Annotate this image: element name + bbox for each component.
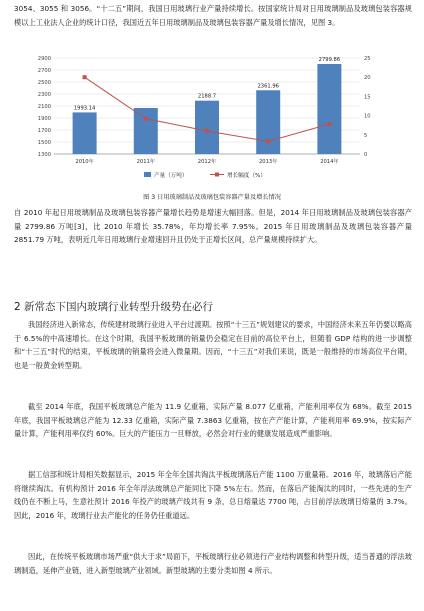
y-left-tick-label: 2100 — [37, 104, 51, 110]
y-left-tick-label: 1700 — [37, 128, 51, 134]
y-left-tick-label: 1900 — [37, 116, 51, 122]
y-right-tick-label: 15 — [364, 94, 371, 101]
growth-point — [266, 139, 270, 143]
y-right-tick-label: 5 — [364, 132, 368, 139]
intro-paragraph: 3054、3055 和 3056。“十二五”期间，我国日用玻璃行业产量持续增长。按国家统计局对日用玻璃制品及玻璃包装容器规模以上工业法人企业的统计口径，我国近五年日用玻璃制品及玻璃包装容器产量及增长情况，见图 3。 — [14, 4, 412, 27]
y-left-tick-label: 2300 — [37, 92, 51, 98]
bar — [134, 108, 158, 154]
growth-point — [83, 75, 87, 79]
growth-point — [205, 129, 209, 133]
y-left-tick-label: 2900 — [37, 56, 51, 62]
paragraph-new-normal: 我国经济进入新常态，传统建材玻璃行业进入平台过渡期。按照“十三五”规划建议的要求，中国经济未来五年仍要以略高于 6.5%的中高速增长。在这个时期，我国平板玻璃的销量仍会稳定在目前的高位平台上，但随着 GDP 结构的进一步调整和“十三五”时代的结束，平板玻璃的销量将会进入微量期。因而，“十三五”对我们来说，既是一般维持的市场高位平台期，也是一般黄金转型期。 — [14, 320, 412, 370]
paragraph-transformation: 因此，在传统平板玻璃市场严重“供大于求”局面下，平板玻璃行业必须进行产业结构调整和转型升级，适当普通的浮法玻璃制造，延伸产业链，进入新型玻璃产业领域。新型玻璃的主要分类如图 4 所示。 — [14, 552, 412, 575]
bar — [195, 101, 219, 154]
section-heading: 2 新常态下国内玻璃行业转型升级势在必行 — [14, 301, 214, 313]
paragraph-elimination: 据工信部和统计局相关数据显示，2015 年全年全国共淘汰平板玻璃落后产能 1100 万重量箱。2016 年，玻璃落后产能将继续淘汰。有机构预计 2016 年全年浮法玻璃总产能同比下降 5%左右。然而，在落后产能淘汰的同时，一些先进的生产线仍在不断上马，生意社预计 2016 年投产的玻璃产线共有 9 条，总日熔量达 7700 吨，占目前浮法玻璃日熔量的 3.7%。因此，2016 年，玻璃行业去产能化的任务仍任重道远。 — [14, 470, 412, 520]
bar — [73, 112, 97, 154]
x-tick-label: 2014年 — [320, 159, 339, 165]
bar-data-label: 2361.96 — [257, 83, 279, 90]
y-left-tick-label: 1500 — [37, 140, 51, 146]
legend-bar-swatch — [144, 172, 151, 177]
y-right-tick-label: 20 — [364, 75, 371, 82]
legend-line-label: 增长幅度（%） — [227, 173, 266, 179]
paragraph-growth: 自 2010 年起日用玻璃制品及玻璃包装容器产量增长趋势是增速大幅回落。但是，2014 年日用玻璃制品及玻璃包装容器产量 2799.86 万吨[3]，比 2010 年增长 35.78%，年均增长率 7.95%。2015 年日用玻璃制品及玻璃包装容器产量 2851.79 万吨，表明近几年日用玻璃行业增速回升且仍处于正增长区间，总产量规模持续扩大。 — [14, 208, 412, 245]
y-left-tick-label: 1300 — [37, 152, 51, 158]
y-left-tick-label: 2500 — [37, 80, 51, 86]
paragraph-capacity: 截至 2014 年底，我国平板玻璃总产能为 11.9 亿重箱，实际产量 8.077 亿重箱，产能利用率仅为 68%。截至 2015 年底，我国平板玻璃总产能为 12.33 亿重箱，实际产量 7.3863 亿重箱，按在产产能计算，产能利用率 69.9%，按实际产量计算，产能利用率仅约 60%。巨大的产能压力一旦释放，必然会对行业的健康发展造成严重影响。 — [14, 402, 412, 439]
y-right-tick-label: 10 — [364, 113, 371, 120]
chart-svg — [24, 50, 400, 190]
bar — [317, 64, 341, 154]
bar-data-label: 1993.14 — [73, 105, 96, 112]
legend-line-marker — [215, 173, 219, 177]
legend-bar-label: 产量（万吨） — [154, 173, 188, 179]
bar — [256, 90, 280, 154]
y-right-tick-label: 0 — [364, 152, 368, 158]
y-right-tick-label: 25 — [364, 56, 371, 62]
x-tick-label: 2010年 — [75, 159, 94, 165]
growth-point — [327, 122, 331, 126]
production-chart — [24, 50, 400, 190]
x-tick-label: 2012年 — [197, 159, 217, 165]
bar-data-label: 2188.7 — [197, 93, 217, 100]
bar-data-label: 2799.86 — [318, 57, 341, 64]
y-left-tick-label: 2700 — [37, 68, 51, 74]
x-tick-label: 2013年 — [259, 159, 278, 165]
growth-point — [144, 117, 148, 121]
x-tick-label: 2011年 — [136, 159, 155, 165]
figure-caption: 图 3 日用玻璃制品及玻璃包装容器产量及增长情况 — [143, 194, 281, 201]
